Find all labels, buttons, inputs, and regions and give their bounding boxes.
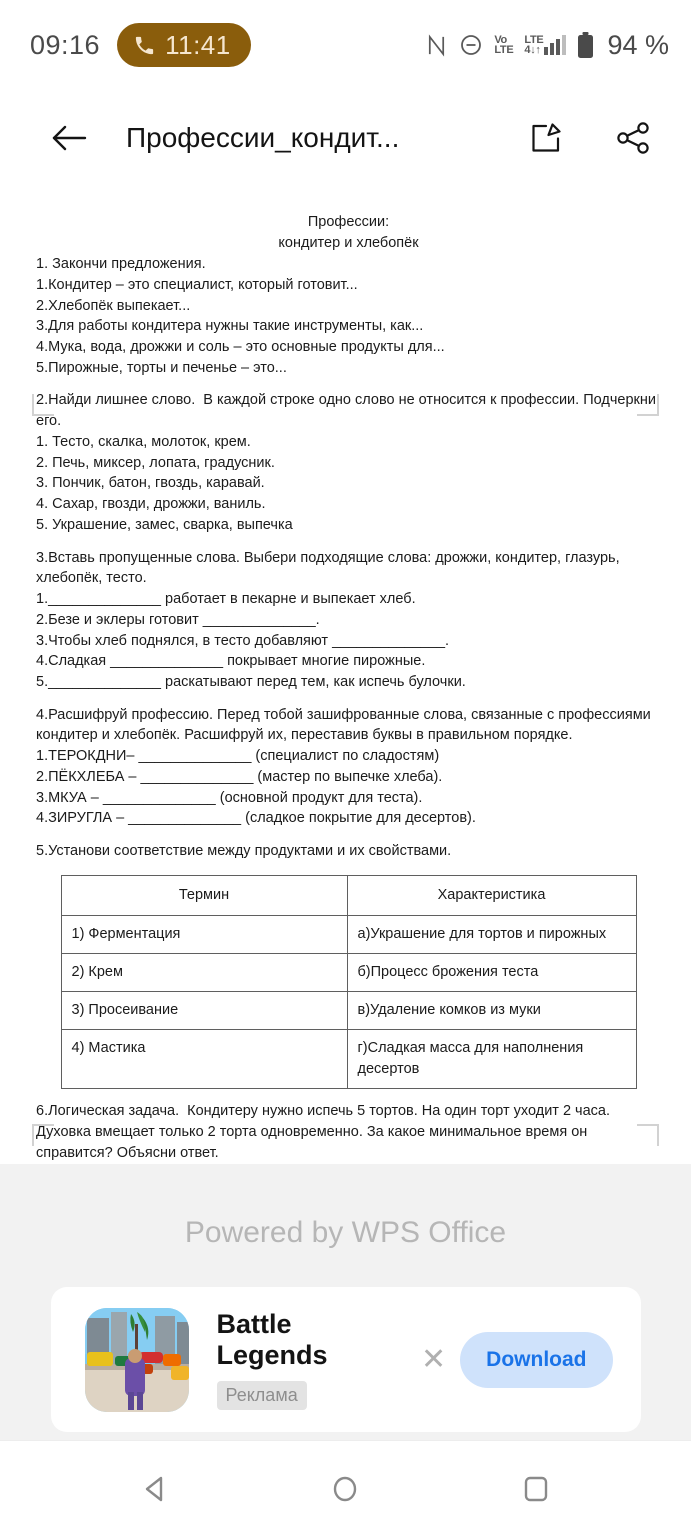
table-cell-term: 4) Мастика: [61, 1030, 347, 1089]
page-corner-mark-bl: [32, 1124, 54, 1146]
task-6: [36, 1101, 661, 1164]
status-icons: [425, 30, 669, 61]
table-cell-characteristic: г)Сладкая масса для наполнения десертов: [347, 1030, 636, 1089]
doc-heading: [36, 212, 661, 254]
page-corner-mark-tl: [32, 394, 54, 416]
table-header-row: [61, 876, 636, 916]
table-row: [61, 992, 636, 1030]
task-1: [36, 254, 661, 378]
task-4: [36, 705, 661, 829]
footer-ad-area: [0, 1164, 691, 1440]
table-header-cell: Характеристика: [347, 876, 636, 916]
call-duration: 11:41: [165, 29, 231, 60]
phone-call-icon: [133, 34, 156, 57]
task-6-prompt: 6.Логическая задача. Кондитеру нужно испечь 5 тортов. На один торт уходит 2 часа. Духовка вмещает только 2 торта одновременно. За какое минимальное время он справится? Объясни ответ.: [36, 1103, 615, 1162]
heading-line-1: Профессии:: [307, 214, 390, 230]
task-2-item: 1. Тесто, скалка, молоток, крем.: [36, 433, 251, 450]
ad-badge: Реклама: [217, 1381, 307, 1410]
page-title: Профессии_кондит...: [126, 122, 400, 153]
volte-icon: Vo LTE: [494, 33, 514, 56]
lte-signal-icon: LTE 4↓↑: [524, 35, 566, 55]
nav-recents-square-icon[interactable]: [519, 1472, 553, 1506]
table-cell-term: 2) Крем: [61, 954, 347, 992]
task-4-item: 1.ТЕРОКДНИ– ______________ (специалист по сладостям): [36, 748, 440, 765]
task-3-prompt: 3.Вставь пропущенные слова. Выбери подходящие слова: дрожжи, кондитер, глазурь, хлебопёк, тесто.: [36, 549, 624, 587]
matching-table: [61, 875, 637, 1089]
task-1-item: 5.Пирожные, торты и печенье – это...: [36, 359, 287, 376]
edit-icon[interactable]: [529, 121, 563, 155]
share-icon[interactable]: [615, 121, 651, 155]
nav-home-circle-icon[interactable]: [328, 1472, 362, 1506]
task-2-item: 4. Сахар, гвозди, дрожжи, ваниль.: [36, 496, 266, 513]
task-3-item: 5.______________ раскатывают перед тем, как испечь булочки.: [36, 673, 466, 690]
task-1-item: 4.Мука, вода, дрожжи и соль – это основные продукты для...: [36, 338, 445, 355]
status-clock: 09:16: [30, 29, 101, 60]
table-cell-characteristic: б)Процесс брожения теста: [347, 954, 636, 992]
task-4-prompt: 4.Расшифруй профессию. Перед тобой зашифрованные слова, связанные с профессиями кондитер и хлебопёк. Расшифруй их, переставив буквы в правильном порядке.: [36, 706, 655, 744]
task-5: [36, 841, 661, 1089]
table-cell-term: 3) Просеивание: [61, 992, 347, 1030]
task-4-item: 4.ЗИРУГЛА – ______________ (сладкое покрытие для десертов).: [36, 810, 476, 827]
table-cell-term: 1) Ферментация: [61, 916, 347, 954]
table-row: [61, 954, 636, 992]
ad-card[interactable]: [51, 1287, 641, 1432]
task-2: [36, 390, 661, 535]
close-icon[interactable]: ✕: [421, 1342, 447, 1376]
task-3: [36, 548, 661, 693]
powered-by-label: Powered by WPS Office: [184, 1216, 507, 1249]
document-body: [20, 186, 671, 1164]
heading-line-2: кондитер и хлебопёк: [278, 235, 419, 252]
do-not-disturb-icon: [459, 33, 483, 57]
task-2-item: 3. Пончик, батон, гвоздь, каравай.: [36, 475, 265, 492]
task-3-item: 3.Чтобы хлеб поднялся, в тесто добавляют ______________.: [36, 632, 450, 649]
task-2-item: 2. Печь, миксер, лопата, градусник.: [36, 454, 275, 471]
task-2-prompt: 2.Найди лишнее слово. В каждой строке одно слово не относится к профессии. Подчеркни его.: [36, 392, 660, 430]
document-page[interactable]: [0, 186, 691, 1164]
task-1-item: 2.Хлебопёк выпекает...: [36, 297, 191, 314]
table-cell-characteristic: в)Удаление комков из муки: [347, 992, 636, 1030]
page-corner-mark-tr: [637, 394, 659, 416]
table-header-cell: Термин: [61, 876, 347, 916]
task-1-item: 1.Кондитер – это специалист, который готовит...: [36, 276, 358, 293]
task-3-item: 4.Сладкая ______________ покрывает многие пирожные.: [36, 653, 426, 670]
active-call-pill[interactable]: [117, 23, 251, 67]
table-row: [61, 1030, 636, 1089]
nfc-icon: [425, 33, 448, 58]
task-3-item: 1.______________ работает в пекарне и выпекает хлеб.: [36, 591, 416, 608]
back-arrow-icon[interactable]: [50, 122, 88, 154]
game-thumbnail-icon: [85, 1308, 189, 1412]
status-bar: [0, 0, 691, 90]
battery-percent: 94 %: [607, 29, 669, 60]
download-button[interactable]: Download: [460, 1332, 612, 1388]
nav-back-triangle-icon[interactable]: [138, 1472, 172, 1506]
table-cell-characteristic: а)Украшение для тортов и пирожных: [347, 916, 636, 954]
task-1-prompt: 1. Закончи предложения.: [36, 256, 206, 273]
ad-title: Battle Legends: [216, 1309, 328, 1370]
task-5-prompt: 5.Установи соответствие между продуктами и их свойствами.: [36, 843, 452, 860]
task-1-item: 3.Для работы кондитера нужны такие инструменты, как...: [36, 318, 424, 335]
page-corner-mark-br: [637, 1124, 659, 1146]
task-4-item: 2.ПЁКХЛЕБА – ______________ (мастер по выпечке хлеба).: [36, 768, 443, 785]
task-2-item: 5. Украшение, замес, сварка, выпечка: [36, 516, 293, 533]
task-3-item: 2.Безе и эклеры готовит ______________.: [36, 611, 320, 628]
task-4-item: 3.МКУА – ______________ (основной продукт для теста).: [36, 789, 423, 806]
app-bar: [0, 90, 691, 186]
battery-icon: [577, 32, 594, 59]
system-nav-bar: [0, 1440, 691, 1536]
table-row: [61, 916, 636, 954]
